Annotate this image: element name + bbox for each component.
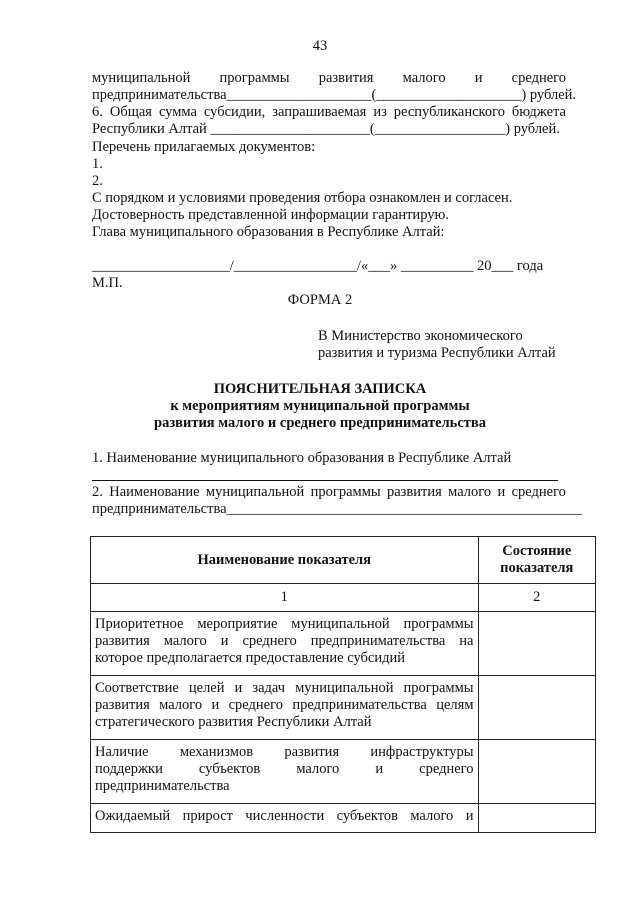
page-number: 43 [312,38,328,54]
indicator-cell: Приоритетное мероприятие муниципальной программы развития малого и среднего предпринимательства на которое предполагается предоставление субсидий [91,612,479,676]
column-number-1: 1 [91,584,479,612]
indicator-cell: Соответствие целей и задач муниципальной программы развития малого и среднего предпринимательства целям стратегического развития Республики Алтай [91,676,479,740]
head-label: Глава муниципального образования в Республике Алтай: [92,224,445,240]
state-cell [478,740,595,804]
header-indicator-state: Состояние показателя [478,537,595,584]
addressee-line-2: развития и туризма Республики Алтай [318,345,556,361]
table-header-row [91,537,596,584]
field-program-line: 2. Наименование муниципальной программы развития малого и среднего [92,484,566,500]
header-indicator-name: Наименование показателя [91,537,479,584]
subsidy-amount-line: предпринимательства____________________(____________________) рублей. [92,87,577,103]
field-municipality-underline [92,480,558,481]
signature-line: ___________________/_________________/«___» __________ 20___ года [92,258,544,274]
paragraph-line: муниципальной программы развития малого и среднего [92,70,566,86]
state-cell [478,804,595,833]
document-subtitle-2: развития малого и среднего предпринимательства [154,415,486,431]
republic-amount-line: Республики Алтай ______________________(__________________) рублей. [92,121,560,137]
field-municipality-label: 1. Наименование муниципального образования в Республике Алтай [92,450,512,466]
document-subtitle-1: к мероприятиям муниципальной программы [170,398,470,414]
docs-item-2: 2. [92,173,103,189]
docs-item-1: 1. [92,156,103,172]
indicator-cell: Ожидаемый прирост численности субъектов малого и [91,804,479,833]
state-cell [478,612,595,676]
item6-line: 6. Общая сумма субсидии, запрашиваемая из республиканского бюджета [92,104,566,120]
addressee-line-1: В Министерство экономического [318,328,523,344]
state-cell [478,676,595,740]
table-row [91,676,596,740]
table-row [91,612,596,676]
table-row [91,804,596,833]
agree-statement: С порядком и условиями проведения отбора ознакомлен и согласен. [92,190,513,206]
field-program-continuation: предпринимательства_________________________________________________ [92,501,582,517]
document-title: ПОЯСНИТЕЛЬНАЯ ЗАПИСКА [213,381,427,397]
guarantee-statement: Достоверность представленной информации гарантирую. [92,207,449,223]
column-number-2: 2 [478,584,595,612]
indicators-table [90,536,596,833]
table-number-row [91,584,596,612]
docs-heading: Перечень прилагаемых документов: [92,139,316,155]
table-row [91,740,596,804]
stamp-label: М.П. [92,275,123,291]
indicator-cell: Наличие механизмов развития инфраструктуры поддержки субъектов малого и среднего предпринимательства [91,740,479,804]
form-label: ФОРМА 2 [287,292,353,308]
